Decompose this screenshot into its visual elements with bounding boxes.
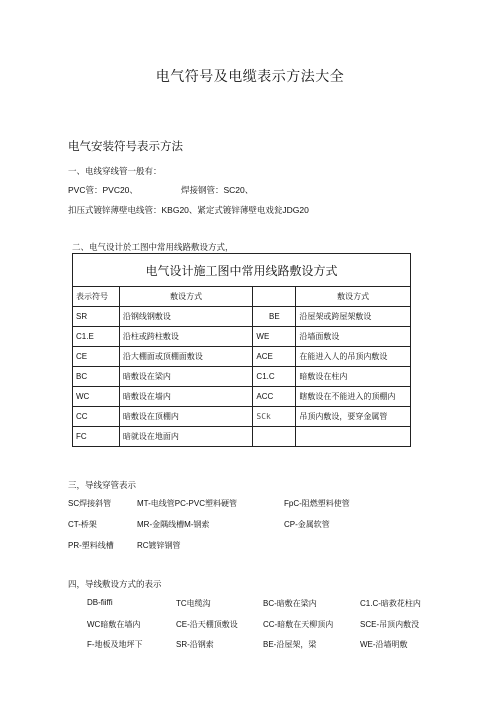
table-cell: 暗敷设在柱内 (296, 367, 411, 387)
table-header: 敷设方式 (296, 287, 411, 307)
table-cell: ACC (253, 387, 296, 407)
table-cell: CC (73, 407, 120, 427)
table-cell: FC (73, 427, 120, 447)
table-row (73, 327, 411, 347)
table-cell: 暗敷设在梁内 (119, 367, 253, 387)
table-cell: 沿屋架或跨屋架敷设 (296, 307, 411, 327)
table-header (253, 287, 296, 307)
pipe-item: FpC-阻燃塑料使管 (284, 499, 350, 508)
section1-pvc: PVC管：PVC20、 (68, 185, 138, 195)
laying-item: WC暗敷在墙内 (87, 620, 141, 629)
page-title: 电气符号及电缆表示方法大全 (155, 69, 345, 85)
table-cell: C1.C (253, 367, 296, 387)
table-cell: C1.E (73, 327, 120, 347)
table-cell: ACE (253, 347, 296, 367)
table-cell: 暗就设在地面内 (119, 427, 253, 447)
pipe-row (0, 498, 500, 510)
laying-item: WE-沿墙明敷 (360, 640, 408, 649)
table-header: 敷设方式 (119, 287, 253, 307)
laying-item: CC-暗敷在天柳顶内 (263, 620, 334, 629)
section1-label: 一、电线穿线管一般有： (68, 167, 162, 177)
table-header-row (73, 287, 411, 307)
table-cell (253, 427, 296, 447)
table-row (73, 307, 411, 327)
section1-kbg: 扣压式镀锌薄壁电线管：KBG20、紧定式镀锌薄壁电戏瓮JDG20 (68, 205, 309, 215)
table-cell: 在能进入人的吊顶内敷设 (296, 347, 411, 367)
laying-item: SCE-吊顶内敷没 (360, 620, 420, 629)
laying-item: BC-暗敷在梁内 (263, 599, 317, 608)
table-cell (296, 427, 411, 447)
table-caption: 电气设计施工图中常用线路敷设方式 (73, 254, 411, 287)
laying-item: C1.C-暗救花柱内 (360, 599, 421, 608)
laying-item: TC电缆沟 (176, 599, 211, 608)
pipe-item: MR-金隅线槽M-钢索 (137, 520, 210, 529)
pipe-item: SC焊接斜管 (68, 499, 112, 508)
pipe-item: PR-塑料线槽 (68, 541, 114, 550)
section3-label: 三，导线穿管表示 (68, 481, 137, 491)
table-cell: CE (73, 347, 120, 367)
section2-label: 二、电气设计於工图中常用线路敷设方式， (72, 243, 234, 253)
laying-row (0, 619, 500, 631)
section4-label: 四，导线敷设方式的表示 (68, 580, 162, 590)
table-row (73, 367, 411, 387)
table-row (73, 387, 411, 407)
laying-item: CE-沿天棚顶敷设 (176, 620, 238, 629)
table-cell: WE (253, 327, 296, 347)
table-cell: SCk (253, 407, 296, 427)
section1-steel: 焊接钢管：SC20、 (181, 185, 254, 195)
table-cell: BC (73, 367, 120, 387)
laying-row (0, 639, 500, 651)
table-cell: 暗敷设在顶棚内 (119, 407, 253, 427)
table-cell: 沿墙面敷设 (296, 327, 411, 347)
table-cell: 暗敷设在墙内 (119, 387, 253, 407)
pipe-item: MT-电线管PC-PVC塑料硬管 (137, 499, 237, 508)
table-header: 表示符号 (73, 287, 120, 307)
table-cell: 瞎敷设在不能进入的顶棚内 (296, 387, 411, 407)
pipe-item: RC镀锌钢管 (137, 541, 181, 550)
table-cell: BE (253, 307, 296, 327)
table-row (73, 347, 411, 367)
table-row (73, 407, 411, 427)
laying-method-table (72, 253, 411, 447)
pipe-item: CP-金属软管 (284, 520, 330, 529)
laying-item: SR-沿钢索 (176, 640, 214, 649)
table-cell: 沿大棚面或顶棚面敷设 (119, 347, 253, 367)
laying-item: DB-fiiffi (87, 598, 113, 607)
section-heading: 电气安装符号表示方法 (68, 141, 183, 153)
laying-row (0, 598, 500, 610)
laying-item: F-地板及地坪下 (87, 640, 143, 649)
table-cell: 沿柱或跨柱敷设 (119, 327, 253, 347)
pipe-item: CT-桥架 (68, 520, 97, 529)
table-row (73, 427, 411, 447)
table-cell: 吊顶内敷设，要穿金属管 (296, 407, 411, 427)
pipe-row (0, 519, 500, 531)
table-cell: SR (73, 307, 120, 327)
table-cell: WC (73, 387, 120, 407)
table-cell: 沿钢线钢敷设 (119, 307, 253, 327)
pipe-row (0, 540, 500, 552)
laying-item: BE-沿屋架，梁 (263, 640, 317, 649)
